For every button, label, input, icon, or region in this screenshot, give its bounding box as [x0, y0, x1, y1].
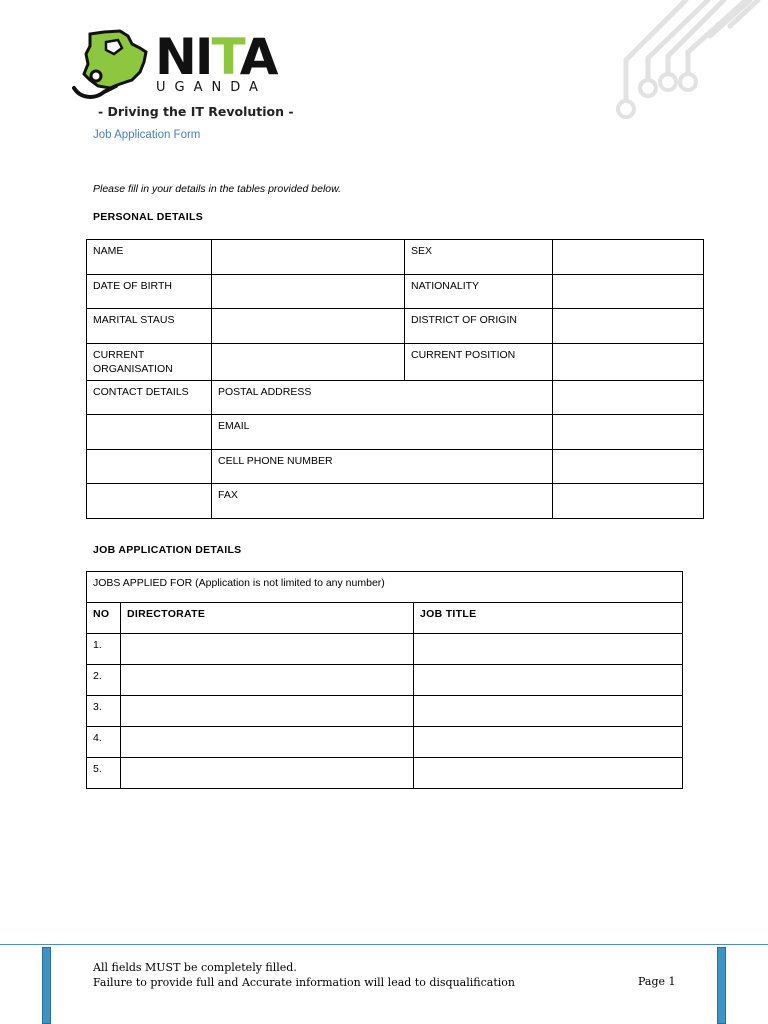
table-row	[87, 572, 683, 603]
organisation-label: CURRENT ORGANISATION	[87, 343, 212, 380]
circuit-decoration-icon	[610, 0, 768, 125]
postal-address-field[interactable]	[553, 380, 704, 415]
position-field[interactable]	[553, 343, 704, 380]
nita-logo	[70, 28, 300, 108]
postal-address-label: POSTAL ADDRESS	[212, 380, 553, 415]
table-row	[87, 415, 704, 450]
phone-label: CELL PHONE NUMBER	[212, 449, 553, 484]
marital-status-label: MARITAL STAUS	[87, 309, 212, 344]
phone-field[interactable]	[553, 449, 704, 484]
marital-status-field[interactable]	[212, 309, 405, 344]
brand-slogan: - Driving the IT Revolution -	[98, 104, 294, 119]
footer-line-2: Failure to provide full and Accurate information will lead to disqualification	[93, 976, 515, 989]
row-number: 3.	[87, 696, 121, 727]
table-row	[87, 484, 704, 519]
email-label: EMAIL	[212, 415, 553, 450]
fax-label: FAX	[212, 484, 553, 519]
table-row	[87, 727, 683, 758]
intro-text: Please fill in your details in the tables provided below.	[93, 183, 342, 195]
table-row	[87, 274, 704, 309]
row-number: 2.	[87, 665, 121, 696]
dob-field[interactable]	[212, 274, 405, 309]
dob-label: DATE OF BIRTH	[87, 274, 212, 309]
footer-line-1: All fields MUST be completely filled.	[93, 961, 297, 974]
page-number: Page 1	[638, 975, 676, 988]
row-number: 5.	[87, 758, 121, 789]
job-title-field[interactable]	[414, 758, 683, 789]
footer-right-bar	[717, 947, 726, 1024]
row-number: 4.	[87, 727, 121, 758]
contact-spacer	[87, 415, 212, 450]
footer-left-bar	[42, 947, 51, 1024]
nationality-field[interactable]	[553, 274, 704, 309]
contact-spacer	[87, 449, 212, 484]
contact-spacer	[87, 484, 212, 519]
position-label: CURRENT POSITION	[405, 343, 553, 380]
directorate-field[interactable]	[121, 696, 414, 727]
table-row	[87, 449, 704, 484]
name-label: NAME	[87, 240, 212, 275]
email-field[interactable]	[553, 415, 704, 450]
table-row	[87, 634, 683, 665]
sex-label: SEX	[405, 240, 553, 275]
table-row	[87, 696, 683, 727]
brand-name: NITA	[155, 28, 277, 86]
table-row	[87, 380, 704, 415]
uganda-map-icon	[70, 28, 152, 100]
table-row	[87, 603, 683, 634]
table-row	[87, 758, 683, 789]
directorate-field[interactable]	[121, 727, 414, 758]
column-header-job-title: JOB TITLE	[414, 603, 683, 634]
personal-details-table	[86, 239, 704, 519]
district-label: DISTRICT OF ORIGIN	[405, 309, 553, 344]
name-field[interactable]	[212, 240, 405, 275]
directorate-field[interactable]	[121, 634, 414, 665]
job-title-field[interactable]	[414, 634, 683, 665]
personal-details-heading: PERSONAL DETAILS	[93, 211, 204, 223]
directorate-field[interactable]	[121, 758, 414, 789]
directorate-field[interactable]	[121, 665, 414, 696]
job-title-field[interactable]	[414, 665, 683, 696]
brand-country: UGANDA	[156, 80, 267, 95]
footer-note	[93, 960, 515, 990]
nationality-label: NATIONALITY	[405, 274, 553, 309]
job-title-field[interactable]	[414, 696, 683, 727]
column-header-directorate: DIRECTORATE	[121, 603, 414, 634]
job-application-heading: JOB APPLICATION DETAILS	[93, 544, 242, 556]
contact-details-label: CONTACT DETAILS	[87, 380, 212, 415]
jobs-caption: JOBS APPLIED FOR (Application is not limited to any number)	[87, 572, 683, 603]
table-row	[87, 309, 704, 344]
sex-field[interactable]	[553, 240, 704, 275]
organisation-field[interactable]	[212, 343, 405, 380]
table-row	[87, 240, 704, 275]
row-number: 1.	[87, 634, 121, 665]
footer-divider	[0, 944, 768, 945]
table-row	[87, 665, 683, 696]
job-title-field[interactable]	[414, 727, 683, 758]
table-row	[87, 343, 704, 380]
fax-field[interactable]	[553, 484, 704, 519]
column-header-no: NO	[87, 603, 121, 634]
form-title: Job Application Form	[93, 129, 201, 141]
job-application-table	[86, 571, 683, 789]
district-field[interactable]	[553, 309, 704, 344]
